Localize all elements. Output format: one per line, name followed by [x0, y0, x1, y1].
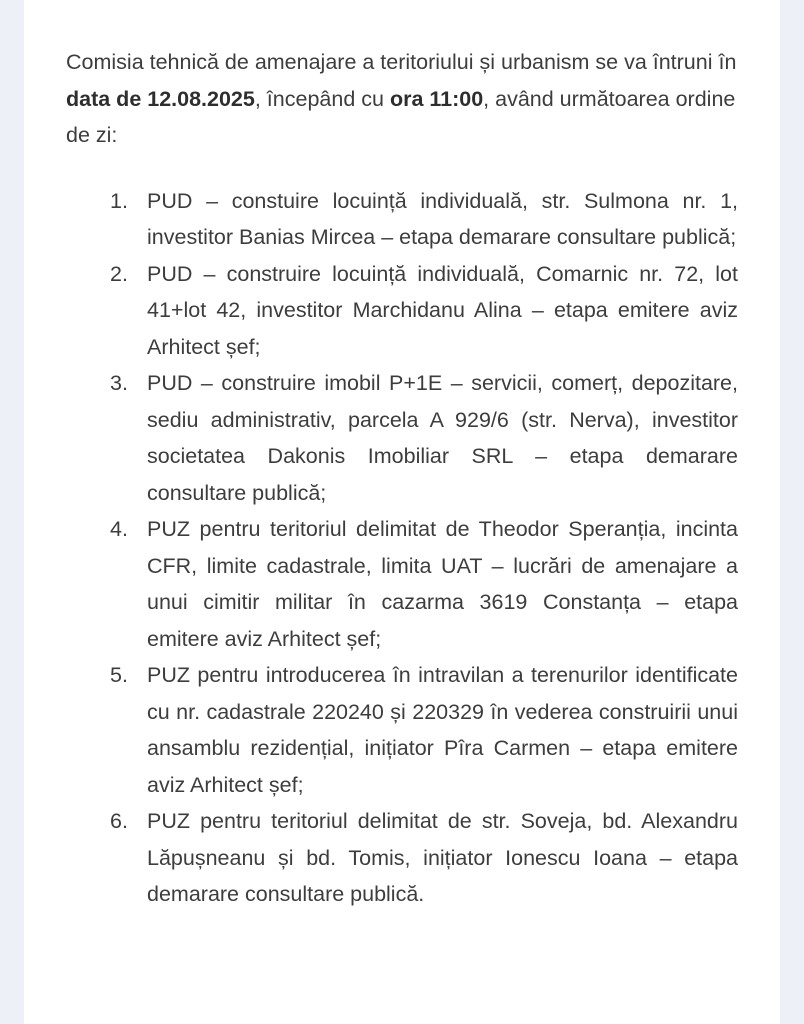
- agenda-item: [66, 256, 738, 366]
- agenda-item-number: 5.: [110, 663, 128, 687]
- agenda-item: [66, 803, 738, 913]
- agenda-item: [66, 657, 738, 803]
- agenda-list: [66, 183, 738, 913]
- agenda-item: [66, 183, 738, 256]
- agenda-item-number: 3.: [110, 371, 128, 395]
- agenda-item: [66, 511, 738, 657]
- content-card: [24, 0, 780, 1024]
- agenda-item-text: PUD – construire imobil P+1E – servicii, comerț, depozitare, sediu administrativ, parcela A 929/6 (str. Nerva), investitor societatea Dakonis Imobiliar SRL – etapa demarare consultare publică;: [147, 371, 738, 505]
- intro-paragraph: [66, 44, 738, 154]
- agenda-item-text: PUD – constuire locuință individuală, str. Sulmona nr. 1, investitor Banias Mircea – etapa demarare consultare publică;: [147, 188, 738, 249]
- agenda-item: [66, 365, 738, 511]
- announcement-body: [66, 44, 738, 913]
- agenda-item-number: 6.: [110, 809, 128, 833]
- meeting-time: ora 11:00: [389, 86, 484, 111]
- intro-text-3: , având următoarea ordine de zi:: [66, 86, 736, 147]
- agenda-item-text: PUD – construire locuință individuală, Comarnic nr. 72, lot 41+lot 42, investitor Marchidanu Alina – etapa emitere aviz Arhitect șef;: [147, 261, 738, 359]
- meeting-date: data de 12.08.2025: [66, 86, 255, 111]
- agenda-item-number: 2.: [110, 261, 128, 286]
- agenda-item-number: 1.: [110, 188, 128, 213]
- intro-text-2: , începând cu: [254, 86, 390, 111]
- agenda-item-text: PUZ pentru teritoriul delimitat de str. Soveja, bd. Alexandru Lăpușneanu și bd. Tomis, inițiator Ionescu Ioana – etapa demarare consultare publică.: [147, 809, 738, 906]
- agenda-item-number: 4.: [110, 517, 128, 541]
- agenda-item-text: PUZ pentru teritoriul delimitat de Theodor Speranția, incinta CFR, limite cadastrale, limita UAT – lucrări de amenajare a unui cimitir militar în cazarma 3619 Constanța – etapa emitere aviz Arhitect șef;: [147, 517, 738, 651]
- intro-text-1: Comisia tehnică de amenajare a teritoriului și urbanism se va întruni în: [66, 50, 737, 74]
- agenda-item-text: PUZ pentru introducerea în intravilan a terenurilor identificate cu nr. cadastrale 220240 și 220329 în vederea construirii unui ansamblu rezidențial, inițiator Pîra Carmen – etapa emitere aviz Arhitect șef;: [147, 663, 738, 797]
